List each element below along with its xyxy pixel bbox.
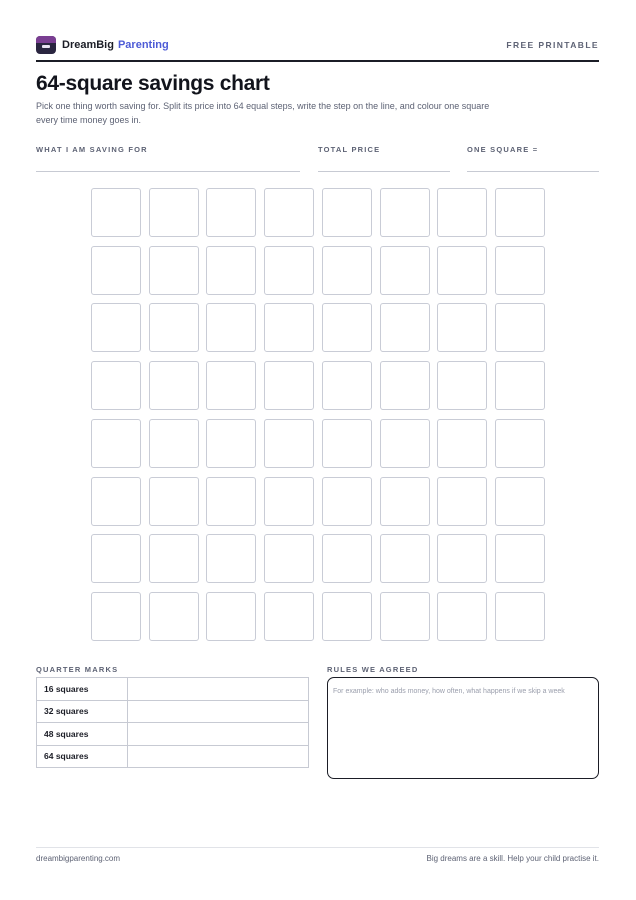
savings-square[interactable] — [437, 303, 487, 352]
savings-square[interactable] — [322, 246, 372, 295]
brand-name: DreamBig — [62, 39, 114, 51]
savings-square[interactable] — [264, 361, 314, 410]
savings-square[interactable] — [149, 477, 199, 526]
savings-square[interactable] — [380, 303, 430, 352]
savings-square[interactable] — [322, 419, 372, 468]
savings-square[interactable] — [322, 477, 372, 526]
savings-square[interactable] — [322, 534, 372, 583]
savings-square[interactable] — [437, 419, 487, 468]
savings-square[interactable] — [149, 246, 199, 295]
savings-square[interactable] — [495, 361, 545, 410]
savings-square[interactable] — [380, 246, 430, 295]
savings-square[interactable] — [91, 246, 141, 295]
one-square-label: ONE SQUARE = — [467, 145, 539, 154]
quarter-mark-label: 32 squares — [37, 700, 128, 723]
quarter-mark-value[interactable] — [128, 678, 309, 701]
savings-square[interactable] — [264, 592, 314, 641]
total-price-label: TOTAL PRICE — [318, 145, 381, 154]
savings-square[interactable] — [206, 419, 256, 468]
page-header — [36, 36, 599, 62]
savings-square[interactable] — [91, 419, 141, 468]
savings-square[interactable] — [322, 361, 372, 410]
brand-logo[interactable] — [62, 39, 169, 51]
savings-square[interactable] — [437, 246, 487, 295]
savings-square[interactable] — [380, 188, 430, 237]
quarter-mark-value[interactable] — [128, 700, 309, 723]
savings-square[interactable] — [437, 188, 487, 237]
savings-square[interactable] — [206, 188, 256, 237]
table-row — [37, 678, 309, 701]
savings-square[interactable] — [91, 303, 141, 352]
savings-square[interactable] — [380, 361, 430, 410]
quarter-marks-label: QUARTER MARKS — [36, 665, 119, 674]
savings-square[interactable] — [437, 361, 487, 410]
rules-label: RULES WE AGREED — [327, 665, 419, 674]
savings-square[interactable] — [264, 477, 314, 526]
savings-square[interactable] — [380, 477, 430, 526]
quarter-mark-label: 16 squares — [37, 678, 128, 701]
savings-square[interactable] — [91, 361, 141, 410]
savings-square[interactable] — [264, 303, 314, 352]
savings-square[interactable] — [149, 592, 199, 641]
savings-square[interactable] — [206, 303, 256, 352]
quarter-marks-table — [36, 677, 309, 768]
savings-square[interactable] — [495, 188, 545, 237]
savings-square[interactable] — [495, 592, 545, 641]
savings-square[interactable] — [495, 477, 545, 526]
piggy-bank-icon — [36, 36, 56, 54]
page-title: 64-square savings chart — [36, 72, 270, 95]
savings-square[interactable] — [437, 477, 487, 526]
savings-square[interactable] — [149, 303, 199, 352]
savings-square[interactable] — [380, 419, 430, 468]
savings-square[interactable] — [149, 419, 199, 468]
savings-square[interactable] — [206, 592, 256, 641]
savings-square[interactable] — [206, 246, 256, 295]
saving-for-label: WHAT I AM SAVING FOR — [36, 145, 148, 154]
footer-tagline: Big dreams are a skill. Help your child practise it. — [426, 854, 599, 863]
savings-square[interactable] — [206, 477, 256, 526]
saving-for-line[interactable] — [36, 171, 300, 172]
savings-square[interactable] — [322, 303, 372, 352]
rules-placeholder: For example: who adds money, how often, what happens if we skip a week — [333, 688, 565, 695]
savings-square[interactable] — [149, 534, 199, 583]
one-square-line[interactable] — [467, 171, 599, 172]
savings-square[interactable] — [322, 188, 372, 237]
quarter-mark-value[interactable] — [128, 723, 309, 746]
savings-square[interactable] — [437, 592, 487, 641]
quarter-mark-label: 64 squares — [37, 745, 128, 768]
footer-website[interactable]: dreambigparenting.com — [36, 854, 121, 863]
footer-divider — [36, 847, 599, 848]
savings-square[interactable] — [380, 534, 430, 583]
savings-square[interactable] — [495, 534, 545, 583]
savings-square[interactable] — [206, 361, 256, 410]
quarter-mark-value[interactable] — [128, 745, 309, 768]
free-printable-tag: FREE PRINTABLE — [506, 40, 599, 50]
table-row — [37, 700, 309, 723]
savings-square[interactable] — [264, 188, 314, 237]
savings-square[interactable] — [149, 361, 199, 410]
intro-text: Pick one thing worth saving for. Split its price into 64 equal steps, write the step on the line, and colour one square every time money goes in. — [36, 101, 490, 125]
savings-square[interactable] — [495, 419, 545, 468]
rules-textbox[interactable] — [327, 677, 599, 779]
savings-square[interactable] — [380, 592, 430, 641]
savings-square[interactable] — [206, 534, 256, 583]
savings-square[interactable] — [495, 303, 545, 352]
savings-square[interactable] — [264, 534, 314, 583]
savings-square[interactable] — [91, 188, 141, 237]
quarter-mark-label: 48 squares — [37, 723, 128, 746]
brand-sub: Parenting — [117, 39, 169, 51]
savings-square[interactable] — [495, 246, 545, 295]
savings-square[interactable] — [91, 592, 141, 641]
savings-square[interactable] — [91, 534, 141, 583]
savings-square[interactable] — [322, 592, 372, 641]
savings-square[interactable] — [91, 477, 141, 526]
savings-square[interactable] — [264, 419, 314, 468]
table-row — [37, 745, 309, 768]
savings-square[interactable] — [264, 246, 314, 295]
table-row — [37, 723, 309, 746]
total-price-line[interactable] — [318, 171, 450, 172]
savings-square[interactable] — [437, 534, 487, 583]
savings-square[interactable] — [149, 188, 199, 237]
